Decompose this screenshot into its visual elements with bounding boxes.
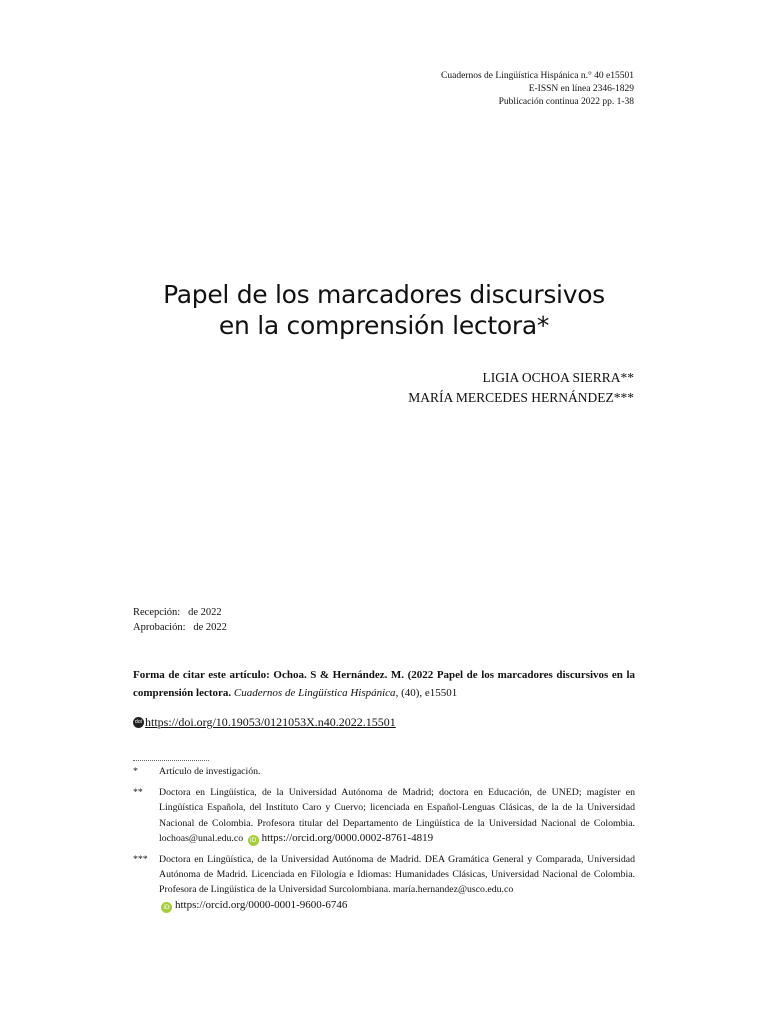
journal-header: [441, 70, 634, 109]
citation: [133, 666, 635, 702]
doi-link[interactable]: https://doi.org/10.19053/0121053X.n40.2022.15501: [145, 715, 396, 729]
footnote-1: [133, 764, 635, 779]
orcid-icon: iD: [161, 902, 172, 913]
footnote-text-block: [159, 852, 635, 913]
footnote-mark: **: [133, 787, 143, 799]
approval-date: Aprobación: de 2022: [133, 622, 227, 633]
citation-rest: , (40), e15501: [395, 687, 458, 699]
title-line-2: en la comprensión lectora*: [218, 310, 550, 340]
citation-journal: Cuadernos de Lingüística Hispánica: [233, 687, 396, 699]
footnote-text: Doctora en Lingüística, de la Universidad Autónoma de Madrid. DEA Gramática General y Comparada, Universidad Autónoma de Madrid. Licenciada en Filología e Idiomas: Humanidades Clásicas, Universidad Nacional de Colombia. Profesora de Lingüística de la Universidad Surcolombiana. maría.hernandez@usco.edu.co: [159, 854, 635, 896]
footnote-mark: ***: [133, 854, 148, 866]
doi-line: [133, 714, 396, 730]
footnote-3: [133, 852, 635, 913]
footnote-2: [133, 785, 635, 846]
orcid-icon: iD: [248, 835, 259, 846]
footnotes: [133, 764, 635, 919]
article-title: [0, 279, 768, 341]
title-line-1: Papel de los marcadores discursivos: [163, 279, 605, 309]
dates: [133, 605, 227, 635]
author-2: MARÍA MERCEDES HERNÁNDEZ***: [408, 390, 634, 405]
footnote-mark: *: [133, 766, 138, 777]
orcid-link[interactable]: https://orcid.org/0000-0001-9600-6746: [175, 898, 348, 911]
journal-issn: E-ISSN en línea 2346-1829: [528, 84, 634, 94]
footnote-text: Doctora en Lingüística, de la Universidad Autónoma de Madrid; doctora en Educación, de UNED; magíster en Lingüística Española, del Instituto Caro y Cuervo; licenciada en Español-Lenguas Clásicas, de la de la Universidad Nacional de Colombia. Profesora titular del Departamento de Lingüística de la Universidad Nacional de Colombia. lochoas@unal.edu.co: [159, 787, 635, 844]
journal-issue: Cuadernos de Lingüística Hispánica n.° 40 e15501: [441, 71, 634, 81]
footnote-text-block: [159, 785, 635, 846]
orcid-link[interactable]: https://orcid.org/0000.0002-8761-4819: [261, 831, 434, 844]
author-1: LIGIA OCHOA SIERRA**: [482, 370, 634, 385]
reception-date: Recepción: de 2022: [133, 607, 222, 618]
authors: [408, 368, 634, 408]
footnote-text: Artículo de investigación.: [159, 766, 261, 777]
journal-publication: Publicación continua 2022 pp. 1-38: [498, 97, 634, 107]
citation-bold: Forma de citar este artículo: Ochoa. S & Hernández. M. (2022 Papel de los marcadores discursivos en la comprensión lectora.: [133, 669, 635, 699]
doi-icon: doi: [133, 717, 144, 728]
footnote-divider: [133, 760, 209, 761]
